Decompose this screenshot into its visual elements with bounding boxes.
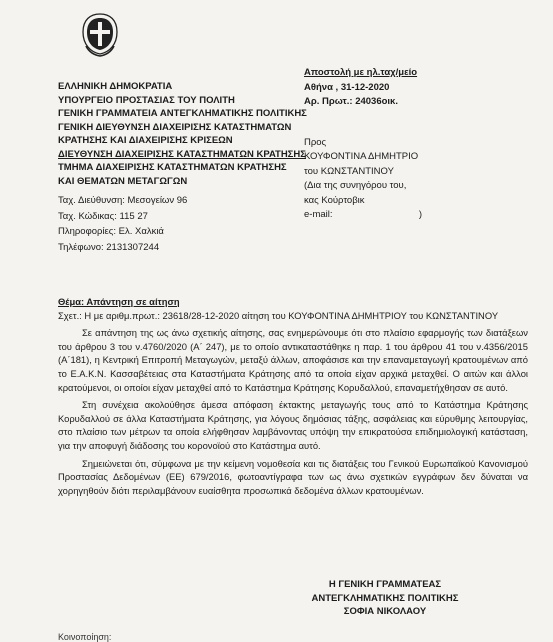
email-row: [304, 208, 422, 223]
sender-block: [58, 80, 318, 255]
to-label: Προς: [304, 136, 327, 148]
protocol-number: Αρ. Πρωτ.: 24036οικ.: [304, 96, 398, 107]
sender-line: ΓΕΝΙΚΗ ΔΙΕΥΘΥΝΣΗ ΔΙΑΧΕΙΡΙΣΗΣ ΚΑΤΑΣΤΗΜΑΤΩΝ: [58, 121, 292, 133]
sender-line: ΥΠΟΥΡΓΕΙΟ ΠΡΟΣΤΑΣΙΑΣ ΤΟΥ ΠΟΛΙΤΗ: [58, 94, 235, 106]
sender-line: ΤΜΗΜΑ ΔΙΑΧΕΙΡΙΣΗΣ ΚΑΤΑΣΤΗΜΑΤΩΝ ΚΡΑΤΗΣΗΣ: [58, 162, 287, 173]
recipient-father: του ΚΩΝΣΤΑΝΤΙΝΟΥ: [304, 165, 394, 177]
body-paragraph: Σε απάντηση της ως άνω σχετικής αίτησης, σας ενημερώνουμε ότι στο πλαίσιο εφαρμογής των διατάξεων του άρθρου 3 του ν.4760/2020 (Α΄ 247), με το οποίο αντικαταστάθηκε η παρ. 1 του άρθρου 41 του ν.4356/2015 (Α΄181), η Κεντρική Επιτροπή Μεταγωγών, μεταξύ άλλων, αποφάσισε και την επαναμεταγωγή κρατουμένων από το Ε.Α.Κ.Ν. Κασσαβέτειας στα Καταστήματα Κράτησης από τα οποία είχαν αρχικά μεταχθεί. Ο αιτών και άλλοι κρατούμενοι, οι οποίοι είχαν μεταχθεί από το Κατάστημα Κράτησης Κορυδαλλού, επαναμετήχθησαν σε αυτό.: [58, 327, 528, 393]
signature-title: Η ΓΕΝΙΚΗ ΓΡΑΜΜΑΤΕΑΣ: [328, 579, 442, 590]
signature-block: [260, 578, 510, 619]
recipient-block: [304, 66, 544, 223]
sender-line: ΔΙΕΥΘΥΝΣΗ ΔΙΑΧΕΙΡΙΣΗΣ ΚΑΤΑΣΤΗΜΑΤΩΝ ΚΡΑΤΗΣΗΣ: [58, 148, 306, 160]
document-date: Αθήνα , 31-12-2020: [304, 81, 390, 93]
recipient-lawyer: κας Κούρτοβικ: [304, 194, 365, 206]
sender-info: Πληροφορίες: Ελ. Χαλκιά: [58, 226, 164, 237]
sender-line: ΓΕΝΙΚΗ ΓΡΑΜΜΑΤΕΙΑ ΑΝΤΕΓΚΛΗΜΑΤΙΚΗΣ ΠΟΛΙΤΙΚΗΣ: [58, 108, 307, 119]
signature-name: ΣΟΦΙΑ ΝΙΚΟΛΑΟΥ: [343, 606, 427, 617]
sender-line: ΕΛΛΗΝΙΚΗ ΔΗΜΟΚΡΑΤΙΑ: [58, 81, 173, 92]
sender-line: ΚΡΑΤΗΣΗΣ ΚΑΙ ΔΙΑΧΕΙΡΙΣΗΣ ΚΡΙΣΕΩΝ: [58, 135, 233, 146]
recipient-name: ΚΟΥΦΟΝΤΙΝΑ ΔΗΜΗΤΡΙΟ: [304, 151, 419, 162]
signature-office: ΑΝΤΕΓΚΛΗΜΑΤΙΚΗΣ ΠΟΛΙΤΙΚΗΣ: [311, 592, 459, 604]
sender-line: ΚΑΙ ΘΕΜΑΤΩΝ ΜΕΤΑΓΩΓΩΝ: [58, 175, 188, 187]
cc-label: Κοινοποίηση:: [58, 632, 112, 642]
subject-title: Θέμα: Απάντηση σε αίτηση: [58, 296, 180, 307]
sender-phone: Τηλέφωνο: 2131307244: [58, 241, 160, 253]
greek-emblem-icon: [80, 10, 120, 58]
email-label: e-mail:: [304, 209, 333, 220]
body-paragraph: Σημειώνεται ότι, σύμφωνα με την κείμενη νομοθεσία και τις διατάξεις του Γενικού Ευρωπαϊκού Κανονισμού Προστασίας Δεδομένων (ΕΕ) 679/2016, φωτοαντίγραφα των ως άνω σχετικών εγγράφων δεν δύναται να χορηγηθούν διότι περιλαμβάνουν ευαίσθητα προσωπικά δεδομένα άλλων κρατουμένων.: [58, 457, 528, 496]
sender-address: Ταχ. Διεύθυνση: Μεσογείων 96: [58, 195, 188, 206]
sender-postal-code: Ταχ. Κώδικας: 115 27: [58, 210, 148, 222]
send-method: Αποστολή με ηλ.ταχ/μείο: [304, 67, 418, 78]
recipient-via: (Δια της συνηγόρου του,: [304, 180, 407, 191]
body-paragraph: Στη συνέχεια ακολούθησε άμεσα απόφαση έκτακτης μεταγωγής τους από το Κατάστημα Κράτησης Κορυδαλλού σε άλλα Καταστήματα Κράτησης, για λόγους δημόσιας τάξης, ασφάλειας και εύρυθμης λειτουργίας, στο πλαίσιο των μέτρων τα οποία ελήφθησαν λαμβάνοντας υπόψη την επικρατούσα επιδημιολογική κατάσταση, για την αποφυγή διάδοσης του κορονοϊού στο Κατάστημα αυτό.: [58, 399, 528, 451]
email-close: ): [418, 209, 422, 220]
letter-body: [58, 295, 528, 497]
subject-reference: Σχετ.: Η με αριθμ.πρωτ.: 23618/28-12-2020 αίτηση του ΚΟΥΦΟΝΤΙΝΑ ΔΗΜΗΤΡΙΟΥ του ΚΩΝΣΤΑΝΤΙΝΟΥ: [58, 309, 499, 321]
